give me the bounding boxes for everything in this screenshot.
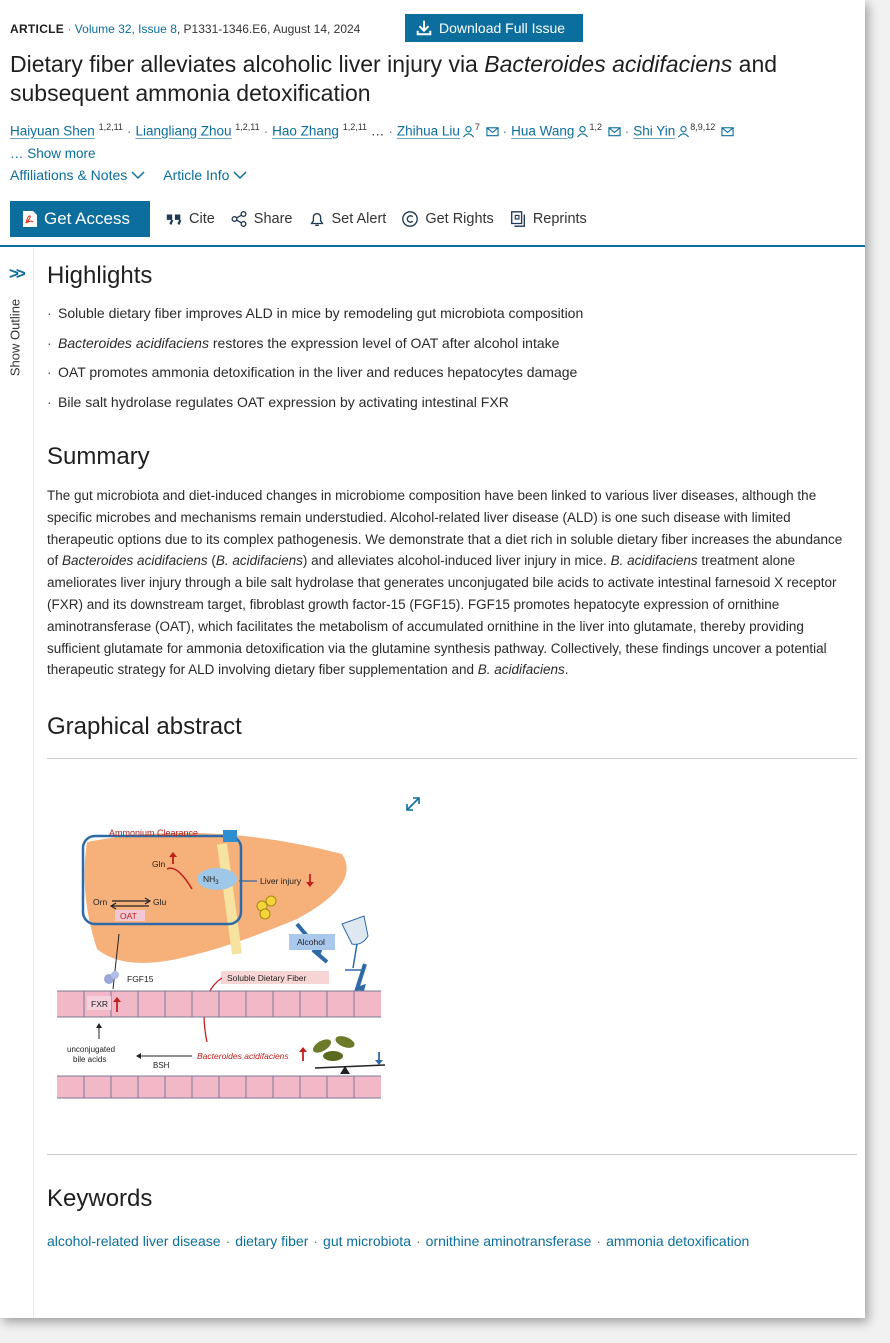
download-full-issue-label: Download Full Issue [439,20,566,36]
article-info-toggle[interactable]: Article Info [163,167,247,183]
svg-text:Soluble Dietary Fiber: Soluble Dietary Fiber [227,973,307,984]
author-link[interactable]: Zhihua Liu [396,123,460,139]
keyword-link[interactable]: dietary fiber [235,1233,309,1250]
copyright-icon [401,210,419,228]
summary-heading: Summary [47,443,150,470]
email-icon[interactable] [486,125,499,138]
graphical-abstract-image[interactable] [57,824,397,1099]
share-button[interactable]: Share [230,210,293,228]
keyword-link[interactable]: ammonia detoxification [606,1233,750,1250]
article-pages: , P1331-1346.E6, August 14, 2024 [176,22,361,36]
ammonium-clearance-label: Ammonium Clearance [109,828,199,839]
article-meta: ARTICLE · Volume 32, Issue 8, P1331-1346.E6, August 14, 2024 [10,22,361,36]
svg-text:NH3: $NH_3$ [203,874,219,887]
article-body [47,262,857,1249]
show-more-authors-link[interactable]: … Show more [10,145,96,161]
chevron-down-icon [131,167,145,183]
author-link[interactable]: Shi Yin [633,123,676,139]
double-chevron-right-icon[interactable]: >> [9,264,23,283]
article-title: Dietary fiber alleviates alcoholic liver injury via Bacteroides acidifaciens and subsequent ammonia detoxification [10,51,778,106]
pdf-icon [22,210,38,228]
get-access-label: Get Access [44,209,130,228]
keyword-link[interactable]: gut microbiota [323,1233,411,1250]
svg-text:Gln: Gln [152,859,166,870]
keywords-list: alcohol-related liver disease · dietary fiber · gut microbiota · ornithine aminotransferase · ammonia detoxification [47,1233,750,1250]
svg-text:BSH: BSH [153,1061,170,1071]
reprints-button[interactable]: Reprints [509,210,587,228]
svg-text:Liver injury: Liver injury [260,876,302,887]
toolbar-divider [0,245,865,247]
bell-icon [308,210,326,228]
list-item: · Soluble dietary fiber improves ALD in mice by remodeling gut microbiota composition [47,304,857,334]
get-access-button[interactable] [10,201,150,237]
list-item: · Bacteroides acidifaciens restores the expression level of OAT after alcohol intake [47,334,857,364]
show-outline-label[interactable]: Show Outline [7,298,23,377]
svg-text:Alcohol: Alcohol [297,937,325,948]
author-link[interactable]: Haiyuan Shen [10,123,95,139]
svg-text:Glu: Glu [153,897,167,908]
get-rights-button[interactable]: Get Rights [401,210,494,228]
svg-text:bile acids: bile acids [73,1055,107,1065]
keywords-heading: Keywords [47,1185,153,1213]
svg-text:Bacteroides acidifaciens: Bacteroides acidifaciens [197,1051,289,1062]
set-alert-button[interactable]: Set Alert [308,210,387,228]
oat-label: OAT [120,911,137,922]
share-icon [230,210,248,228]
highlights-heading: Highlights [47,262,153,289]
keyword-link[interactable]: ornithine aminotransferase [425,1233,592,1250]
outline-sidebar[interactable] [0,248,34,1318]
person-icon[interactable] [677,125,690,138]
author-link[interactable]: Liangliang Zhou [135,123,232,139]
svg-text:unconjugated: unconjugated [67,1045,116,1055]
article-tabs [10,167,247,183]
keyword-link[interactable]: alcohol-related liver disease [47,1233,221,1250]
author-link[interactable]: Hua Wang [511,123,575,139]
expand-icon[interactable] [404,795,422,813]
svg-text:FXR: FXR [91,999,108,1010]
graphical-abstract-heading: Graphical abstract [47,713,242,741]
article-type: ARTICLE [10,22,65,36]
intestinal-epithelium-bottom [57,1076,381,1098]
person-icon[interactable] [462,125,475,138]
chevron-down-icon [233,167,247,183]
divider [47,1154,857,1155]
summary-text: The gut microbiota and diet-induced changes in microbiome composition have been linked to various liver diseases, although the specific microbes and mechanisms remain understudied. Alcohol-related liver disease (ALD) is one such disease with limited therapeutic options due to its complex pathogenesis. We demonstrate that a diet rich in soluble dietary fiber increases the abundance of Bacteroides acidifaciens (B. acidifaciens) and alleviates alcohol-induced liver injury in mice. B. acidifaciens treatment alone ameliorates liver injury through a bile salt hydrolase that generates unconjugated bile acids to activate intestinal farnesoid X receptor (FXR) and its downstream target, fibroblast growth factor-15 (FGF15). FGF15 promotes hepatocyte expression of ornithine aminotransferase (OAT), which facilitates the metabolism of accumulated ornithine in the liver into glutamate, thereby providing sufficient glutamate for ammonia detoxification via the glutamine synthesis pathway. Collectively, these findings uncover a potential therapeutic strategy for ALD involving dietary fiber supplementation and B. acidifaciens. [47,488,843,678]
reprints-icon [509,210,527,228]
svg-text:FGF15: FGF15 [127,974,154,985]
download-full-issue-button[interactable] [405,14,583,42]
author-list: Haiyuan Shen $^{1,2,11}$ · Liangliang Zhou $^{1,2,11}$ · Hao Zhang $^{1,2,11}$ … · Zhihua Liu $^7$ · Hua Wang $^{1,2}$ · Shi Yin $^{8,9,12}$ … Show more [10,116,850,165]
quote-icon [165,210,183,228]
author-link[interactable]: Hao Zhang [272,123,339,139]
svg-text:Orn: Orn [93,897,108,908]
person-icon[interactable] [576,125,589,138]
list-item: · OAT promotes ammonia detoxification in the liver and reduces hepatocytes damage [47,363,857,393]
authors-ellipsis: … [370,123,385,139]
email-icon[interactable] [721,125,734,138]
list-item: · Bile salt hydrolase regulates OAT expression by activating intestinal FXR [47,393,857,423]
volume-link[interactable]: Volume 32, Issue 8 [74,22,177,36]
affiliations-notes-toggle[interactable]: Affiliations & Notes [10,167,145,183]
article-toolbar [10,201,587,237]
cite-button[interactable]: Cite [165,210,215,228]
graphical-abstract-figure [47,759,857,1154]
download-icon [415,19,433,37]
highlights-list [47,304,857,422]
email-icon[interactable] [608,125,621,138]
